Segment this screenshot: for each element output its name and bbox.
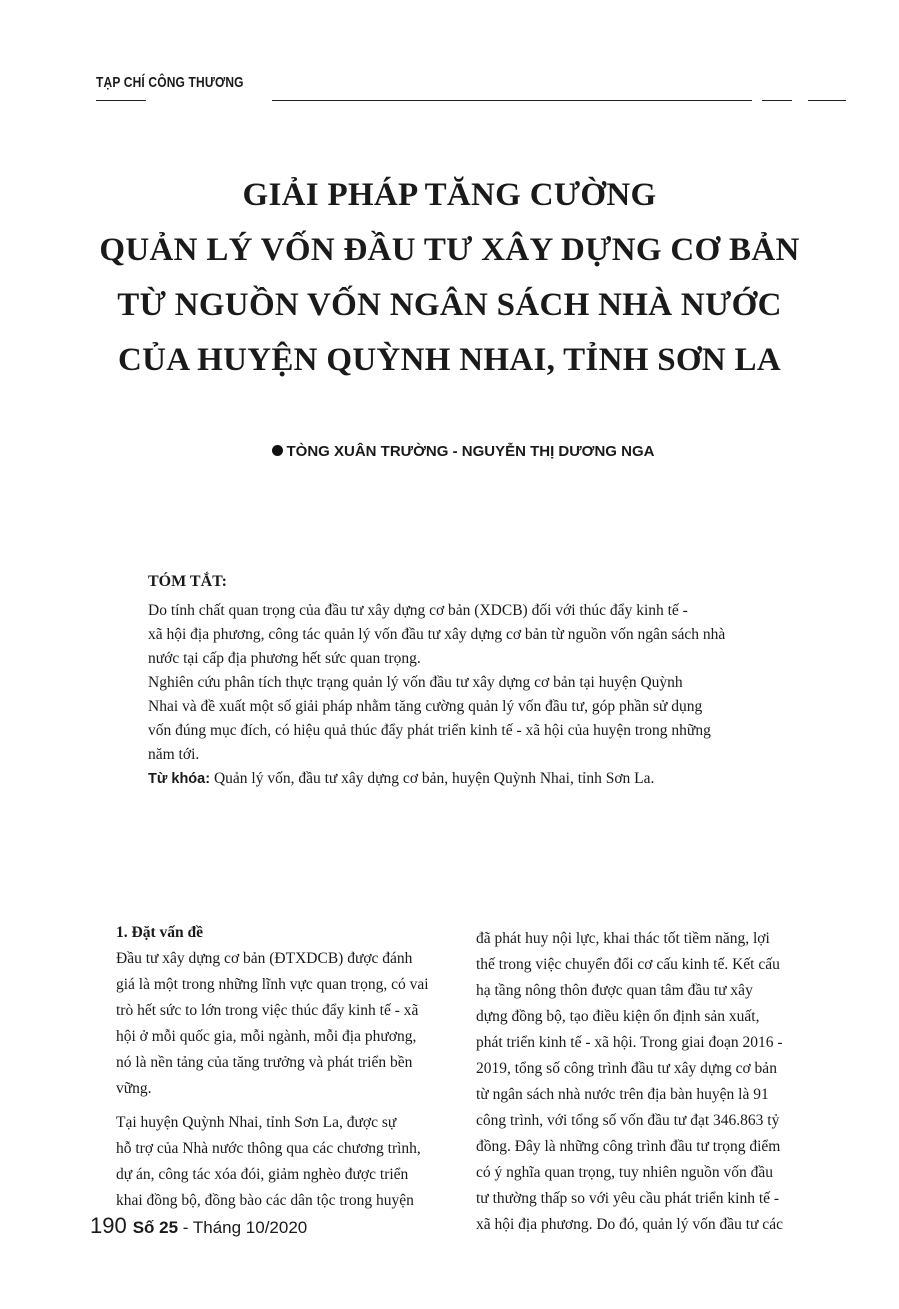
page-footer [90, 1213, 307, 1239]
title-line: QUẢN LÝ VỐN ĐẦU TƯ XÂY DỰNG CƠ BẢN [99, 232, 800, 268]
journal-header: TẠP CHÍ CÔNG THƯƠNG [96, 74, 244, 91]
text-line: vốn đúng mục đích, có hiệu quả thúc đẩy phát triển kinh tế - xã hội của huyện trong những [148, 722, 711, 739]
text-line: Do tính chất quan trọng của đầu tư xây dựng cơ bản (XDCB) đối với thúc đẩy kinh tế - [148, 602, 688, 619]
text-line: 2019, tổng số công trình đầu tư xây dựng cơ bản [476, 1060, 777, 1077]
abstract-heading: TÓM TẮT: [148, 573, 227, 590]
keywords [148, 767, 796, 791]
title-line: CỦA HUYỆN QUỲNH NHAI, TỈNH SƠN LA [118, 342, 781, 378]
issue-date: - Tháng 10/2020 [178, 1218, 308, 1237]
text-line: dựng đồng bộ, tạo điều kiện ổn định sản xuất, [476, 1008, 760, 1025]
title-line: TỪ NGUỒN VỐN NGÂN SÁCH NHÀ NƯỚC [117, 287, 782, 323]
text-line: trò hết sức to lớn trong việc thúc đẩy kinh tế - xã [116, 1002, 419, 1019]
section-heading: 1. Đặt vấn đề [116, 924, 203, 941]
text-line: hội ở mỗi quốc gia, mỗi ngành, mỗi địa phương, [116, 1028, 417, 1045]
text-line: tư thường thấp so với yêu cầu phát triển kinh tế - [476, 1190, 780, 1207]
text-line: Nhai và đề xuất một số giải pháp nhằm tăng cường quản lý vốn đầu tư, góp phần sử dụng [148, 698, 703, 715]
body-column-right [476, 926, 808, 1238]
text-line: Nghiên cứu phân tích thực trạng quản lý vốn đầu tư xây dựng cơ bản tại huyện Quỳnh [148, 674, 683, 691]
text-line: xã hội địa phương, công tác quản lý vốn đầu tư xây dựng cơ bản từ nguồn vốn ngân sách nhà [148, 626, 726, 643]
text-line: Đầu tư xây dựng cơ bản (ĐTXDCB) được đánh [116, 950, 413, 967]
text-line: dự án, công tác xóa đói, giảm nghèo được triển [116, 1166, 409, 1183]
text-line: năm tới. [148, 746, 200, 763]
body-column-left [116, 920, 448, 1214]
text-line: có ý nghĩa quan trọng, tuy nhiên nguồn vốn đầu [476, 1164, 774, 1181]
title-line: GIẢI PHÁP TĂNG CƯỜNG [242, 177, 657, 213]
text-line: nó là nền tảng của tăng trưởng và phát triển bền [116, 1054, 413, 1071]
header-rule [762, 100, 792, 101]
text-line: hạ tầng nông thôn được quan tâm đầu tư xây [476, 982, 753, 999]
keywords-label: Từ khóa: [148, 771, 211, 787]
header-rule [96, 100, 146, 101]
text-line: đã phát huy nội lực, khai thác tốt tiềm năng, lợi [476, 930, 770, 947]
body-paragraph [116, 1110, 448, 1214]
article-title [60, 168, 839, 388]
text-line: vững. [116, 1080, 152, 1097]
text-line: thế trong việc chuyển đổi cơ cấu kinh tế. Kết cấu [476, 956, 780, 973]
body-paragraph [116, 946, 448, 1102]
page-number: 190 [90, 1213, 127, 1238]
header-rule [808, 100, 846, 101]
authors: TÒNG XUÂN TRƯỜNG - NGUYỄN THỊ DƯƠNG NGA [286, 443, 655, 460]
abstract [148, 570, 796, 791]
body-paragraph [476, 926, 808, 1238]
text-line: khai đồng bộ, đồng bào các dân tộc trong huyện [116, 1192, 414, 1209]
abstract-paragraph [148, 671, 796, 767]
text-line: đồng. Đây là những công trình đầu tư trọng điểm [476, 1138, 781, 1155]
text-line: hỗ trợ của Nhà nước thông qua các chương trình, [116, 1140, 421, 1157]
text-line: xã hội địa phương. Do đó, quản lý vốn đầu tư các [476, 1216, 783, 1233]
abstract-paragraph [148, 599, 796, 671]
text-line: công trình, với tổng số vốn đầu tư đạt 346.863 tỷ [476, 1112, 780, 1129]
keywords-text: Quản lý vốn, đầu tư xây dựng cơ bản, huyện Quỳnh Nhai, tỉnh Sơn La. [210, 770, 655, 787]
author-line [0, 443, 899, 460]
paragraph-gap [116, 1102, 448, 1110]
text-line: từ ngân sách nhà nước trên địa bàn huyện là 91 [476, 1086, 769, 1103]
bullet-icon [272, 445, 283, 456]
issue-number: Số 25 [132, 1218, 179, 1237]
header-rule [272, 100, 752, 101]
text-line: Tại huyện Quỳnh Nhai, tỉnh Sơn La, được sự [116, 1114, 397, 1131]
text-line: giá là một trong những lĩnh vực quan trọng, có vai [116, 976, 429, 993]
text-line: phát triển kinh tế - xã hội. Trong giai đoạn 2016 - [476, 1034, 783, 1051]
text-line: nước tại cấp địa phương hết sức quan trọng. [148, 650, 421, 667]
